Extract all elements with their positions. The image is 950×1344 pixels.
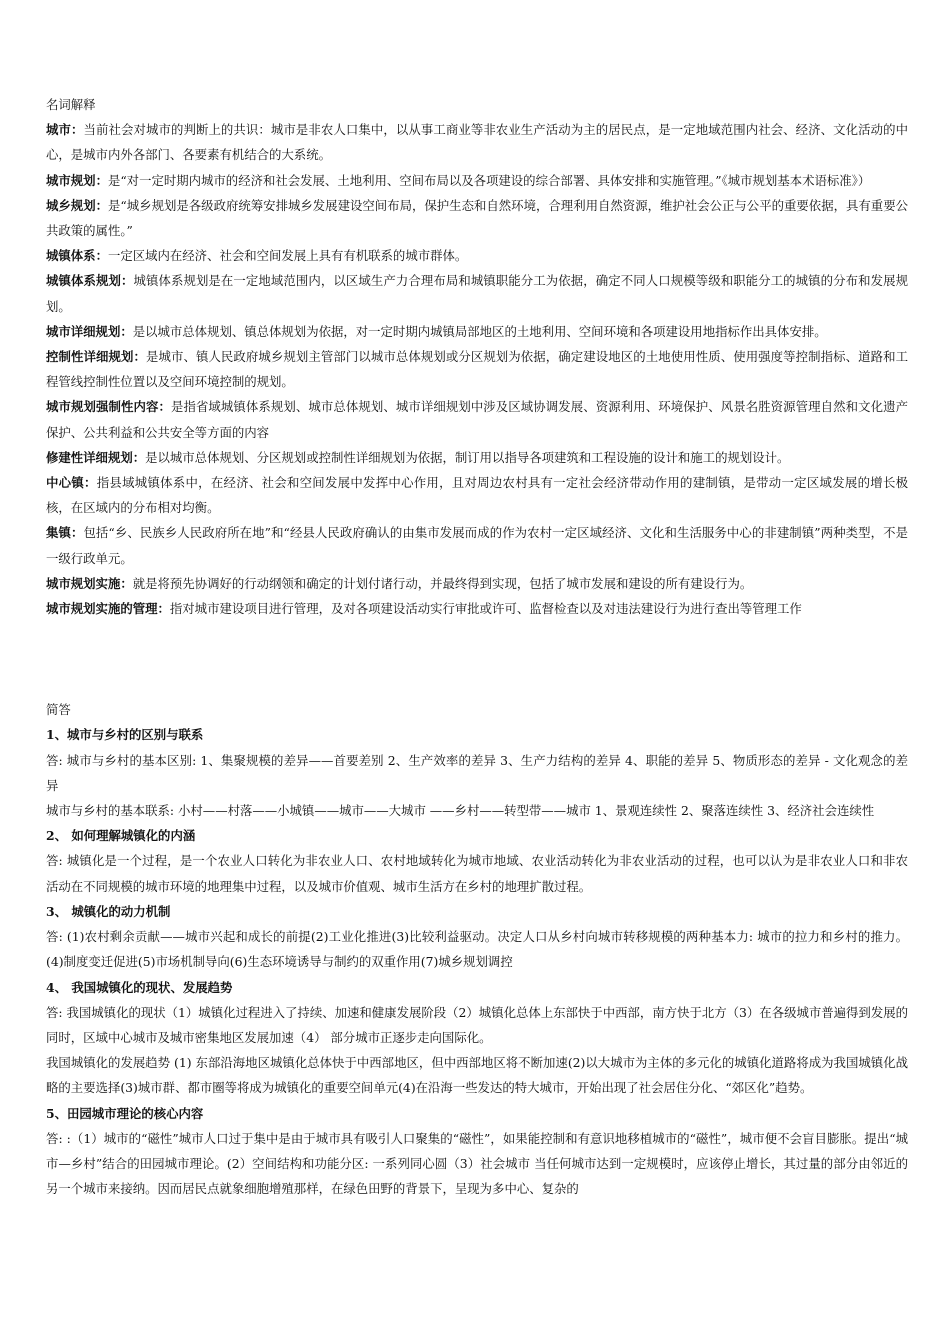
section-spacer — [46, 621, 908, 697]
glossary-definition: 城镇体系规划是在一定地域范围内，以区域生产力合理布局和城镇职能分工为依据，确定不同人口规模等级和职能分工的城镇的分布和发展规划。 — [46, 273, 909, 314]
glossary-definition: 是以城市总体规划、镇总体规划为依据，对一定时期内城镇局部地区的土地利用、空间环境和各项建设用地指标作出具体安排。 — [132, 323, 827, 339]
glossary-definition: 当前社会对城市的判断上的共识：城市是非农人口集中，以从事工商业等非农业生产活动为主的居民点，是一定地域范围内社会、经济、文化活动的中心，是城市内外各部门、各要素有机结合的大系统。 — [46, 122, 909, 163]
glossary-entry — [46, 394, 908, 444]
document-page — [46, 92, 908, 1201]
question-list — [46, 722, 908, 1201]
glossary-entry — [46, 319, 908, 344]
question-title: 3、 城镇化的动力机制 — [46, 903, 171, 919]
term-separator: ： — [71, 122, 84, 138]
glossary-term: 控制性详细规划 — [46, 349, 134, 365]
glossary-term: 修建性详细规划 — [46, 449, 133, 465]
glossary-term: 城市规划实施的管理 — [46, 601, 158, 617]
glossary-entry — [46, 117, 908, 167]
glossary-entry — [46, 571, 908, 596]
glossary-definition: 是指省域城镇体系规划、城市总体规划、城市详细规划中涉及区域协调发展、资源利用、环境保护、风景名胜资源管理自然和文化遗产保护、公共利益和公共安全等方面的内容 — [46, 399, 909, 440]
glossary-definition: 是“对一定时期内城市的经济和社会发展、土地利用、空间布局以及各项建设的综合部署、具体安排和实施管理。”《城市规划基本术语标准》） — [107, 172, 871, 188]
term-separator: ： — [120, 273, 134, 289]
glossary-definition: 指对城市建设项目进行管理，及对各项建设活动实行审批或许可、监督检查以及对违法建设行为进行查出等管理工作 — [169, 601, 802, 617]
answer-paragraph: 答: :（1）城市的“磁性”城市人口过于集中是由于城市具有吸引人口聚集的“磁性”，如果能控制和有意识地移植城市的“磁性”，城市便不会盲目膨胀。提出“城市—乡村”结合的田园城市理论。(2）空间结构和功能分区: 一系列同心圆（3）社会城市 当任何城市达到一定规模时，应该停止增长，其过量的部分由邻近的另一个城市来接纳。因而居民点就象细胞增殖那样，在绿色田野的背景下，呈现为多中心、复杂的 — [46, 1130, 908, 1197]
glossary-term: 中心镇 — [46, 475, 85, 491]
glossary-entry — [46, 596, 908, 621]
answer-paragraph: 我国城镇化的发展趋势 (1) 东部沿海地区城镇化总体快于中西部地区，但中西部地区将不断加速(2)以大城市为主体的多元化的城镇化道路将成为我国城镇化战略的主要选择(3)城市群、都市圈等将成为城镇化的重要空间单元(4)在沿海一些发达的特大城市，开始出现了社会居住分化、“郊区化”趋势。 — [46, 1055, 908, 1096]
term-separator: ： — [95, 248, 108, 264]
term-separator: ： — [132, 449, 146, 465]
answer-paragraph: 城市与乡村的基本联系: 小村——村落——小城镇——城市——大城市 ——乡村——转型带——城市 1、景观连续性 2、聚落连续性 3、经济社会连续性 — [46, 803, 875, 819]
question-title: 4、 我国城镇化的现状、发展趋势 — [46, 979, 233, 995]
term-separator: ： — [133, 349, 146, 365]
glossary-definition: 是以城市总体规划、分区规划或控制性详细规划为依据，制订用以指导各项建筑和工程设施的设计和施工的规划设计。 — [145, 449, 790, 465]
answer-paragraph: 答: 城市与乡村的基本区别: 1、集聚规模的差异——首要差别 2、生产效率的差异 3、生产力结构的差异 4、职能的差异 5、物质形态的差异 - 文化观念的差异 — [46, 752, 908, 793]
question-title: 1、城市与乡村的区别与联系 — [46, 727, 204, 743]
glossary-term: 集镇 — [46, 525, 71, 541]
glossary-entry — [46, 520, 908, 570]
glossary-definition: 指县域城镇体系中，在经济、社会和空间发展中发挥中心作用，且对周边农村具有一定社会经济带动作用的建制镇，是带动一定区域发展的增长极核，在区域内的分布相对均衡。 — [46, 475, 909, 516]
section-title-short-answer: 简答 — [46, 702, 71, 718]
term-separator: ： — [95, 197, 109, 213]
glossary-definition: 就是将预先协调好的行动纲领和确定的计划付诸行动，并最终得到实现，包括了城市发展和建设的所有建设行为。 — [132, 575, 753, 591]
glossary-definition: 是城市、镇人民政府城乡规划主管部门以城市总体规划或分区规划为依据，确定建设地区的土地使用性质、使用强度等控制指标、道路和工程管线控制性位置以及空间环境控制的规划。 — [46, 349, 909, 390]
glossary-definition: 包括“乡、民族乡人民政府所在地”和“经县人民政府确认的由集市发展而成的作为农村一定区域经济、文化和生活服务中心的非建制镇”两种类型，不是一级行政单元。 — [46, 525, 908, 566]
glossary-entry — [46, 243, 908, 268]
question-title: 2、 如何理解城镇化的内涵 — [46, 828, 196, 844]
glossary-term: 城镇体系规划 — [46, 273, 121, 289]
glossary-list — [46, 117, 908, 621]
glossary-entry — [46, 268, 908, 318]
glossary-entry — [46, 168, 908, 193]
answer-paragraph: 答: (1)农村剩余贡献——城市兴起和成长的前提(2)工业化推进(3)比较利益驱动。决定人口从乡村向城市转移规模的两种基本力: 城市的拉力和乡村的推力。(4)制度变迁促进(5)市场机制导向(6)生态环境诱导与制约的双重作用(7)城乡规划调控 — [46, 929, 908, 970]
answer-paragraph: 答: 我国城镇化的现状（1）城镇化过程进入了持续、加速和健康发展阶段（2）城镇化总体上东部快于中西部，南方快于北方（3）在各级城市普遍得到发展的同时，区域中心城市及城市密集地区发展加速（4） 部分城市正逐步走向国际化。 — [46, 1004, 908, 1045]
term-separator: ： — [84, 475, 97, 491]
glossary-term: 城市规划强制性内容 — [46, 399, 159, 415]
glossary-definition: 是“城乡规划是各级政府统筹安排城乡发展建设空间布局，保护生态和自然环境，合理利用自然资源，维护社会公正与公平的重要依据，具有重要公共政策的属性。” — [46, 197, 909, 239]
term-separator: ： — [157, 601, 170, 617]
glossary-term: 城乡规划 — [46, 197, 96, 213]
glossary-term: 城镇体系 — [46, 248, 96, 264]
glossary-entry — [46, 344, 908, 394]
term-separator: ： — [70, 525, 84, 541]
glossary-entry — [46, 445, 908, 470]
section-title-glossary: 名词解释 — [46, 97, 96, 112]
glossary-term: 城市规划实施 — [46, 575, 121, 591]
term-separator: ： — [120, 323, 133, 339]
term-separator: ： — [95, 172, 108, 188]
glossary-term: 城市详细规划 — [46, 323, 121, 339]
term-separator: ： — [120, 575, 133, 591]
glossary-term: 城市 — [46, 122, 71, 138]
answer-paragraph: 答: 城镇化是一个过程，是一个农业人口转化为非农业人口、农村地域转化为城市地域、农业活动转化为非农业活动的过程，也可以认为是非农业人口和非农活动在不同规模的城市环境的地理集中过程，以及城市价值观、城市生活方在乡村的地理扩散过程。 — [46, 853, 908, 894]
glossary-entry — [46, 193, 908, 243]
glossary-definition: 一定区域内在经济、社会和空间发展上具有有机联系的城市群体。 — [107, 248, 468, 264]
term-separator: ： — [158, 399, 171, 415]
glossary-entry — [46, 470, 908, 520]
glossary-term: 城市规划 — [46, 172, 96, 188]
question-title: 5、田园城市理论的核心内容 — [46, 1105, 204, 1121]
